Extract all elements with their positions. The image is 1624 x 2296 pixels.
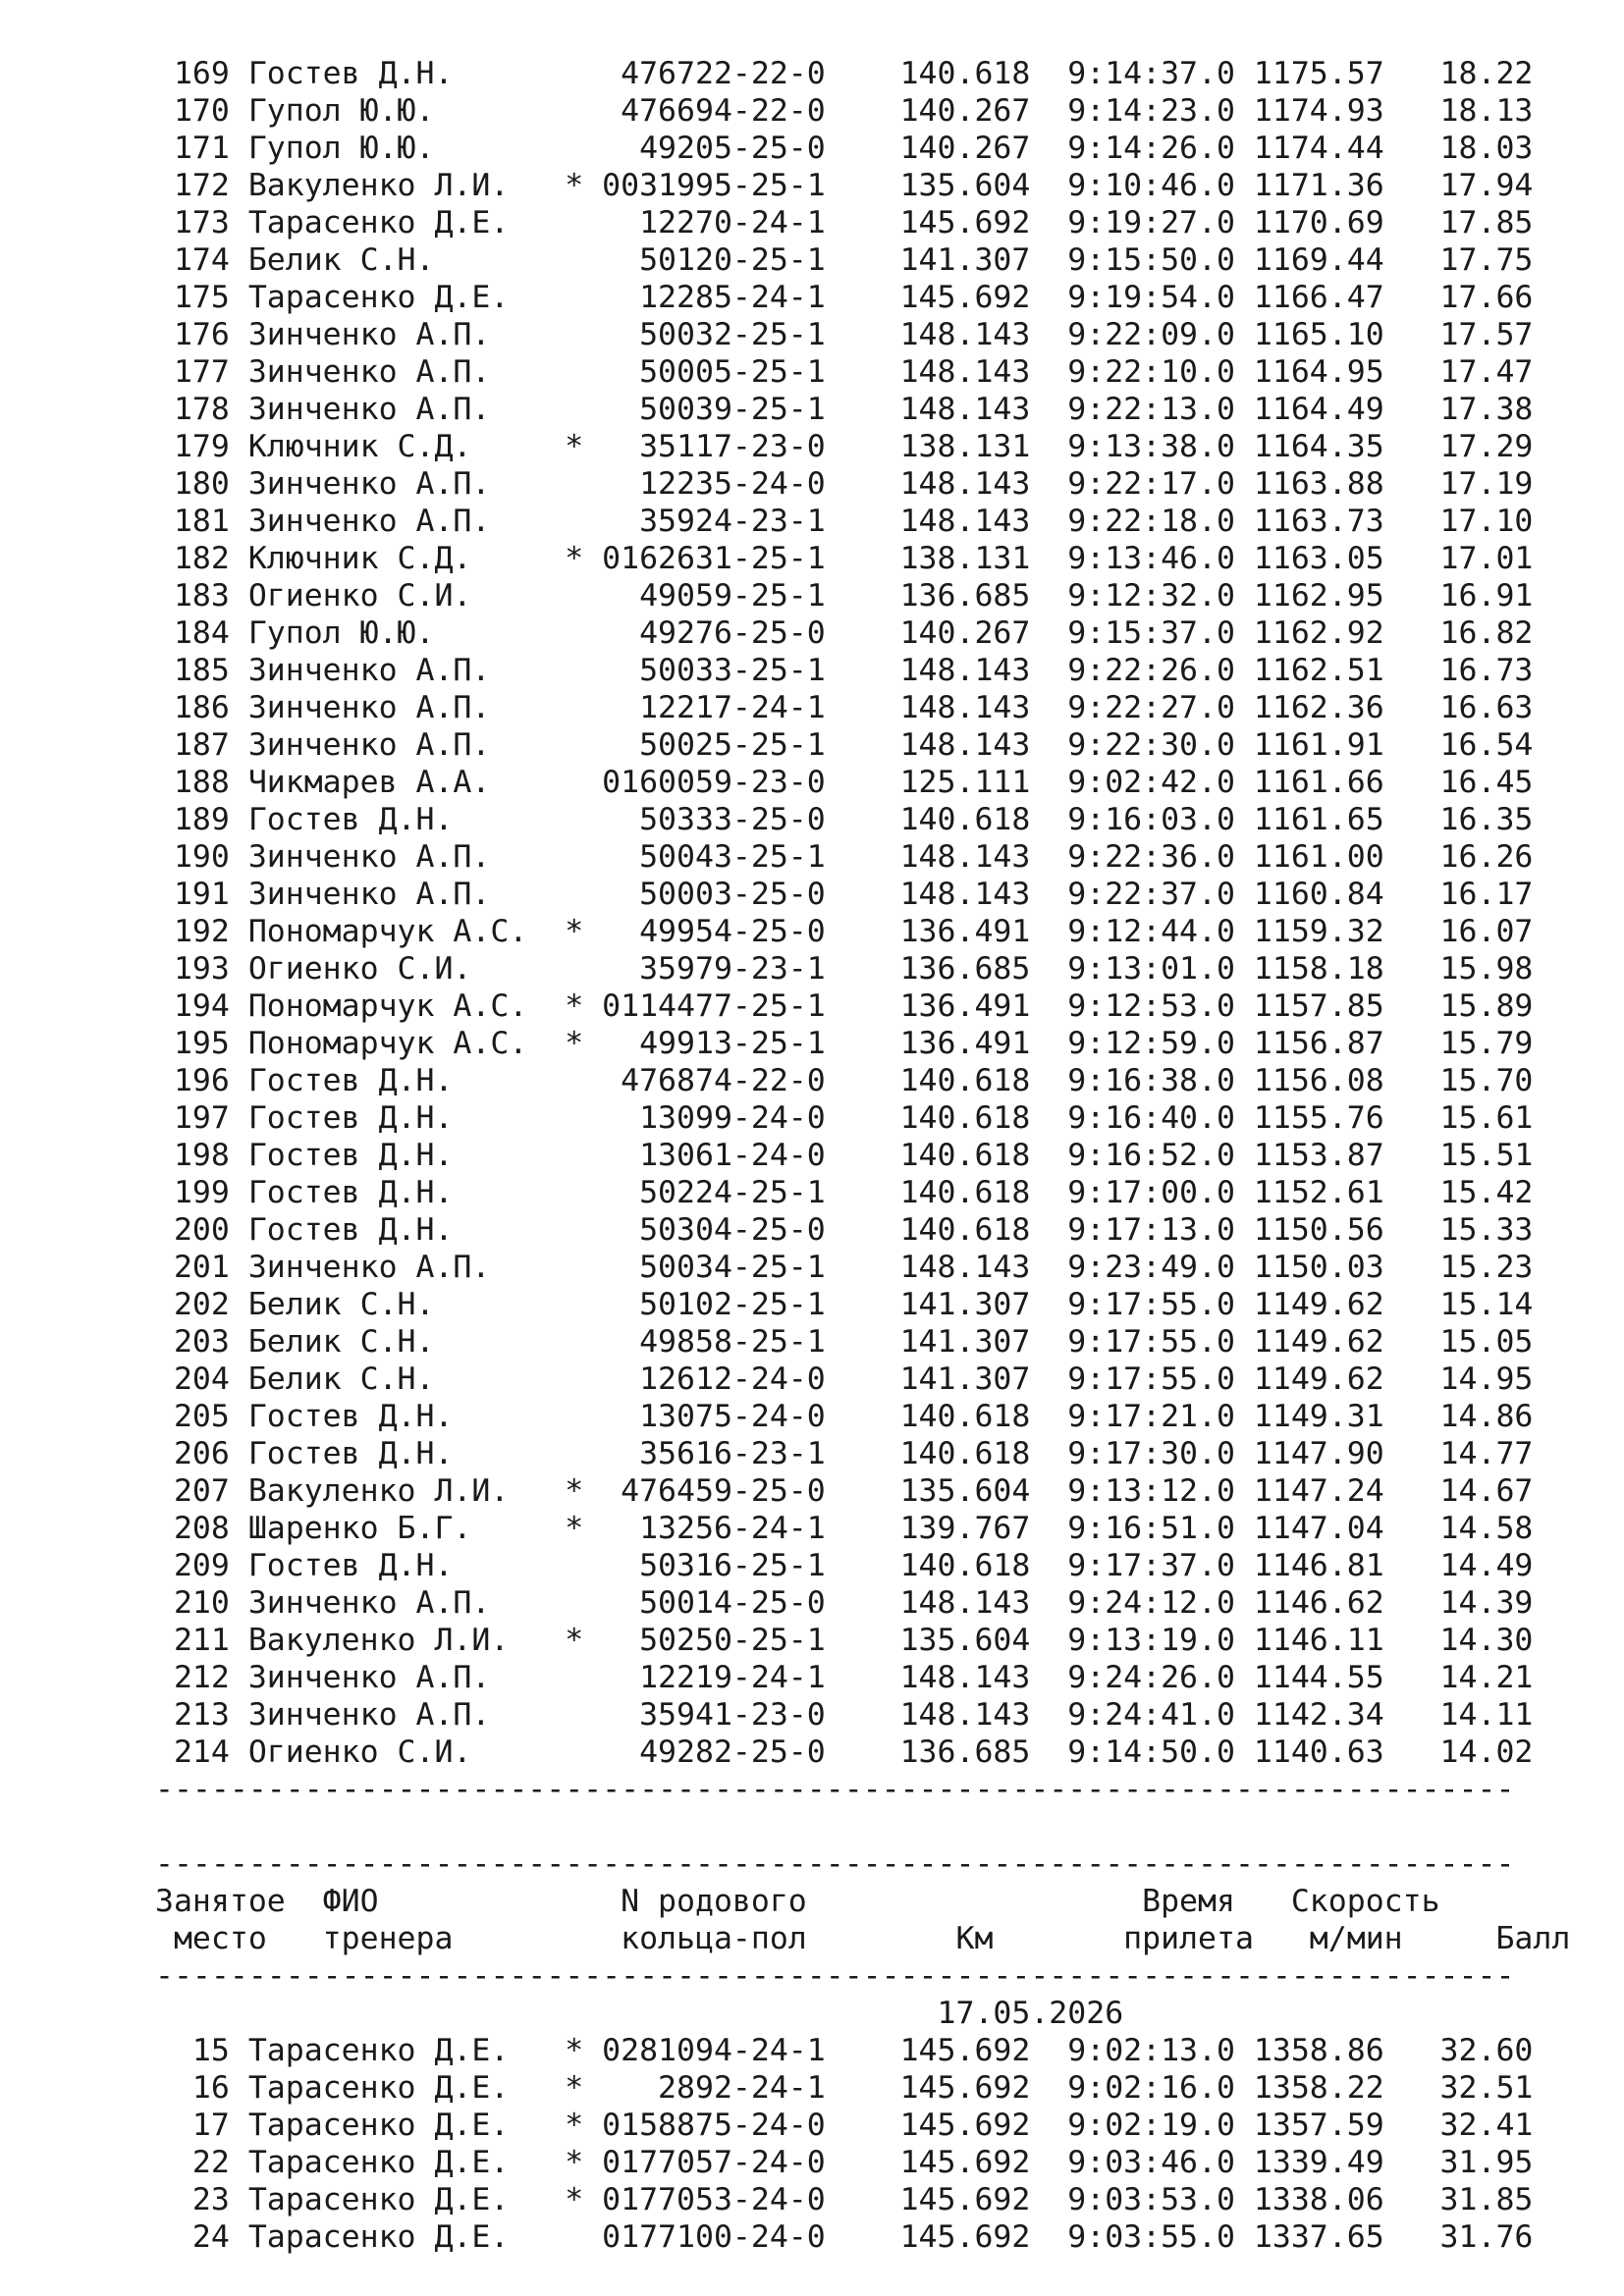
table-row: 200 Гостев Д.Н. 50304-25-0 140.618 9:17:13.0 1150.56 15.33 xyxy=(155,1212,1534,1248)
results-section-2 xyxy=(155,2032,1589,2256)
table-row: 199 Гостев Д.Н. 50224-25-1 140.618 9:17:00.0 1152.61 15.42 xyxy=(155,1175,1534,1210)
table-row: 193 Огиенко С.И. 35979-23-1 136.685 9:13:01.0 1158.18 15.98 xyxy=(155,951,1534,987)
table-row: 22 Тарасенко Д.Е. * 0177057-24-0 145.692 9:03:46.0 1339.49 31.95 xyxy=(155,2145,1534,2180)
table-row: 17 Тарасенко Д.Е. * 0158875-24-0 145.692 9:02:19.0 1357.59 32.41 xyxy=(155,2108,1534,2143)
table-row: 201 Зинченко А.П. 50034-25-1 148.143 9:23:49.0 1150.03 15.23 xyxy=(155,1250,1534,1285)
table-row: 210 Зинченко А.П. 50014-25-0 148.143 9:24:12.0 1146.62 14.39 xyxy=(155,1585,1534,1621)
table-row: 195 Пономарчук А.С. * 49913-25-1 136.491 9:12:59.0 1156.87 15.79 xyxy=(155,1026,1534,1061)
spacer xyxy=(155,1808,1589,1845)
table-row: 214 Огиенко С.И. 49282-25-0 136.685 9:14:50.0 1140.63 14.02 xyxy=(155,1735,1534,1770)
results-printout xyxy=(155,55,1589,2256)
table-row: 178 Зинченко А.П. 50039-25-1 148.143 9:22:13.0 1164.49 17.38 xyxy=(155,392,1534,427)
table-row: 194 Пономарчук А.С. * 0114477-25-1 136.491 9:12:53.0 1157.85 15.89 xyxy=(155,988,1534,1024)
table-row: 175 Тарасенко Д.Е. 12285-24-1 145.692 9:19:54.0 1166.47 17.66 xyxy=(155,280,1534,315)
table-row: 179 Ключник С.Д. * 35117-23-0 138.131 9:13:38.0 1164.35 17.29 xyxy=(155,429,1534,464)
table-row: 180 Зинченко А.П. 12235-24-0 148.143 9:22:17.0 1163.88 17.19 xyxy=(155,466,1534,502)
table-row: 24 Тарасенко Д.Е. 0177100-24-0 145.692 9:03:55.0 1337.65 31.76 xyxy=(155,2219,1534,2255)
table-row: 185 Зинченко А.П. 50033-25-1 148.143 9:22:26.0 1162.51 16.73 xyxy=(155,653,1534,688)
table-row: 174 Белик С.Н. 50120-25-1 141.307 9:15:50.0 1169.44 17.75 xyxy=(155,242,1534,278)
table-header-line-1: Занятое ФИО N родового Время Скорость xyxy=(155,1884,1571,1919)
table-row: 189 Гостев Д.Н. 50333-25-0 140.618 9:16:03.0 1161.65 16.35 xyxy=(155,802,1534,837)
table-row: 188 Чикмарев А.А. 0160059-23-0 125.111 9:02:42.0 1161.66 16.45 xyxy=(155,765,1534,800)
table-row: 204 Белик С.Н. 12612-24-0 141.307 9:17:55.0 1149.62 14.95 xyxy=(155,1362,1534,1397)
table-row: 196 Гостев Д.Н. 476874-22-0 140.618 9:16:38.0 1156.08 15.70 xyxy=(155,1063,1534,1098)
table-row: 191 Зинченко А.П. 50003-25-0 148.143 9:22:37.0 1160.84 16.17 xyxy=(155,877,1534,912)
table-row: 202 Белик С.Н. 50102-25-1 141.307 9:17:55.0 1149.62 15.14 xyxy=(155,1287,1534,1322)
table-row: 207 Вакуленко Л.И. * 476459-25-0 135.604 9:13:12.0 1147.24 14.67 xyxy=(155,1473,1534,1509)
table-row: 181 Зинченко А.П. 35924-23-1 148.143 9:22:18.0 1163.73 17.10 xyxy=(155,504,1534,539)
table-row: 213 Зинченко А.П. 35941-23-0 148.143 9:24:41.0 1142.34 14.11 xyxy=(155,1697,1534,1733)
race-date: 17.05.2026 xyxy=(155,1996,1124,2031)
table-row: 176 Зинченко А.П. 50032-25-1 148.143 9:22:09.0 1165.10 17.57 xyxy=(155,317,1534,352)
table-row: 182 Ключник С.Д. * 0162631-25-1 138.131 9:13:46.0 1163.05 17.01 xyxy=(155,541,1534,576)
table-row: 23 Тарасенко Д.Е. * 0177053-24-0 145.692 9:03:53.0 1338.06 31.85 xyxy=(155,2182,1534,2217)
table-row: 186 Зинченко А.П. 12217-24-1 148.143 9:22:27.0 1162.36 16.63 xyxy=(155,690,1534,725)
table-row: 187 Зинченко А.П. 50025-25-1 148.143 9:22:30.0 1161.91 16.54 xyxy=(155,727,1534,763)
table-row: 15 Тарасенко Д.Е. * 0281094-24-1 145.692 9:02:13.0 1358.86 32.60 xyxy=(155,2033,1534,2068)
table-header-line-2: место тренера кольца-пол Км прилета м/мин Балл xyxy=(155,1921,1571,1956)
table-row: 173 Тарасенко Д.Е. 12270-24-1 145.692 9:19:27.0 1170.69 17.85 xyxy=(155,205,1534,240)
divider-line: ------------------------------------------------------------------------- xyxy=(155,1846,1515,1882)
table-row: 16 Тарасенко Д.Е. * 2892-24-1 145.692 9:02:16.0 1358.22 32.51 xyxy=(155,2070,1534,2106)
table-row: 209 Гостев Д.Н. 50316-25-1 140.618 9:17:37.0 1146.81 14.49 xyxy=(155,1548,1534,1583)
table-row: 169 Гостев Д.Н. 476722-22-0 140.618 9:14:37.0 1175.57 18.22 xyxy=(155,56,1534,91)
table-row: 183 Огиенко С.И. 49059-25-1 136.685 9:12:32.0 1162.95 16.91 xyxy=(155,578,1534,614)
table-row: 212 Зинченко А.П. 12219-24-1 148.143 9:24:26.0 1144.55 14.21 xyxy=(155,1660,1534,1695)
table-row: 198 Гостев Д.Н. 13061-24-0 140.618 9:16:52.0 1153.87 15.51 xyxy=(155,1138,1534,1173)
table-row: 208 Шаренко Б.Г. * 13256-24-1 139.767 9:16:51.0 1147.04 14.58 xyxy=(155,1511,1534,1546)
divider-line: ------------------------------------------------------------------------- xyxy=(155,1958,1515,1994)
table-row: 206 Гостев Д.Н. 35616-23-1 140.618 9:17:30.0 1147.90 14.77 xyxy=(155,1436,1534,1471)
table-row: 211 Вакуленко Л.И. * 50250-25-1 135.604 9:13:19.0 1146.11 14.30 xyxy=(155,1623,1534,1658)
divider-line: ------------------------------------------------------------------------- xyxy=(155,1772,1515,1807)
table-row: 197 Гостев Д.Н. 13099-24-0 140.618 9:16:40.0 1155.76 15.61 xyxy=(155,1100,1534,1136)
table-row: 170 Гупол Ю.Ю. 476694-22-0 140.267 9:14:23.0 1174.93 18.13 xyxy=(155,93,1534,129)
table-row: 205 Гостев Д.Н. 13075-24-0 140.618 9:17:21.0 1149.31 14.86 xyxy=(155,1399,1534,1434)
table-row: 192 Пономарчук А.С. * 49954-25-0 136.491 9:12:44.0 1159.32 16.07 xyxy=(155,914,1534,949)
table-row: 171 Гупол Ю.Ю. 49205-25-0 140.267 9:14:26.0 1174.44 18.03 xyxy=(155,131,1534,166)
table-row: 177 Зинченко А.П. 50005-25-1 148.143 9:22:10.0 1164.95 17.47 xyxy=(155,354,1534,390)
table-row: 203 Белик С.Н. 49858-25-1 141.307 9:17:55.0 1149.62 15.05 xyxy=(155,1324,1534,1360)
table-row: 172 Вакуленко Л.И. * 0031995-25-1 135.604 9:10:46.0 1171.36 17.94 xyxy=(155,168,1534,203)
results-section-1 xyxy=(155,55,1589,1771)
table-row: 190 Зинченко А.П. 50043-25-1 148.143 9:22:36.0 1161.00 16.26 xyxy=(155,839,1534,875)
table-row: 184 Гупол Ю.Ю. 49276-25-0 140.267 9:15:37.0 1162.92 16.82 xyxy=(155,615,1534,651)
